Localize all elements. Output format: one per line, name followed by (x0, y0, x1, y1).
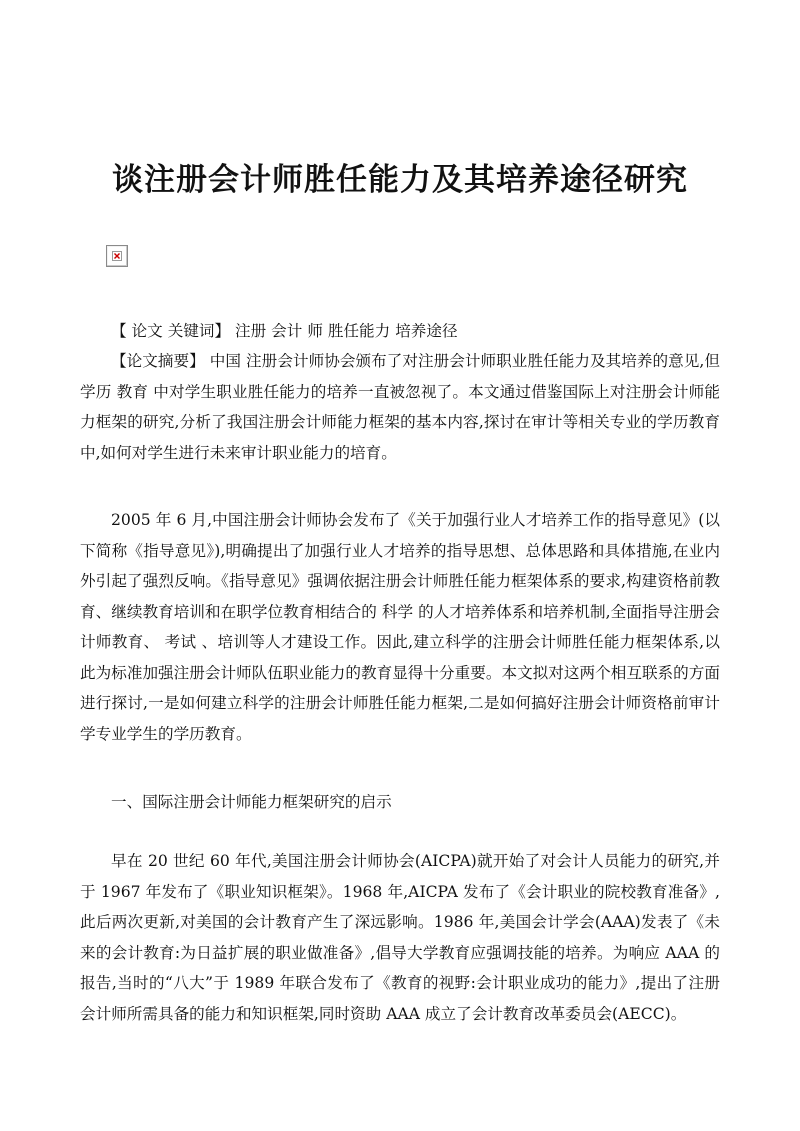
red-x-icon (113, 252, 121, 260)
paragraph-text: 早在 20 世纪 60 年代,美国注册会计师协会(AICPA)就开始了对会计人员能力的研究,并于 1967 年发布了《职业知识框架》。1968 年,AICPA 发布了《会计职业的院校教育准备》,此后两次更新,对美国的会计教育产生了深远影响。1986 年,美国会计学会(AAA)发表了《未来的会计教育:为日益扩展的职业做准备》,倡导大学教育应强调技能的培养。为响应 AAA 的报告,当时的“八大”于 1989 年联合发布了《教育的视野:会计职业成功的能力》,提出了注册会计师所需具备的能力和知识框架,同时资助 AAA 成立了会计教育改革委员会(AECC)。 (80, 852, 720, 1023)
section-heading-text: 一、国际注册会计师能力框架研究的启示 (111, 793, 392, 811)
abstract-text: 【论文摘要】 中国 注册会计师协会颁布了对注册会计师职业胜任能力及其培养的意见,但学历 教育 中对学生职业胜任能力的培养一直被忽视了。本文通过借鉴国际上对注册会计师能力框架的研究,分析了我国注册会计师能力框架的基本内容,探讨在审计等相关专业的学历教育中,如何对学生进行未来审计职业能力的培育。 (80, 352, 720, 462)
body-paragraph (80, 505, 720, 749)
keywords-line (80, 316, 720, 347)
body-paragraph (80, 846, 720, 1029)
section-heading (80, 787, 720, 818)
document-title: 谈注册会计师胜任能力及其培养途径研究 (112, 162, 688, 198)
broken-image-frame (112, 251, 122, 261)
keywords-text: 【 论文 关键词】 注册 会计 师 胜任能力 培养途径 (111, 322, 458, 340)
broken-image-icon (106, 245, 128, 267)
abstract-block (80, 346, 720, 468)
paragraph-text: 2005 年 6 月,中国注册会计师协会发布了《关于加强行业人才培养工作的指导意见》(以下简称《指导意见》),明确提出了加强行业人才培养的指导思想、总体思路和具体措施,在业内外引起了强烈反响。《指导意见》强调依据注册会计师胜任能力框架体系的要求,构建资格前教育、继续教育培训和在职学位教育相结合的 科学 的人才培养体系和培养机制,全面指导注册会计师教育、 考试 、培训等人才建设工作。因此,建立科学的注册会计师胜任能力框架体系,以此为标准加强注册会计师队伍职业能力的教育显得十分重要。本文拟对这两个相互联系的方面进行探讨,一是如何建立科学的注册会计师胜任能力框架,二是如何搞好注册会计师资格前审计学专业学生的学历教育。 (80, 511, 720, 743)
